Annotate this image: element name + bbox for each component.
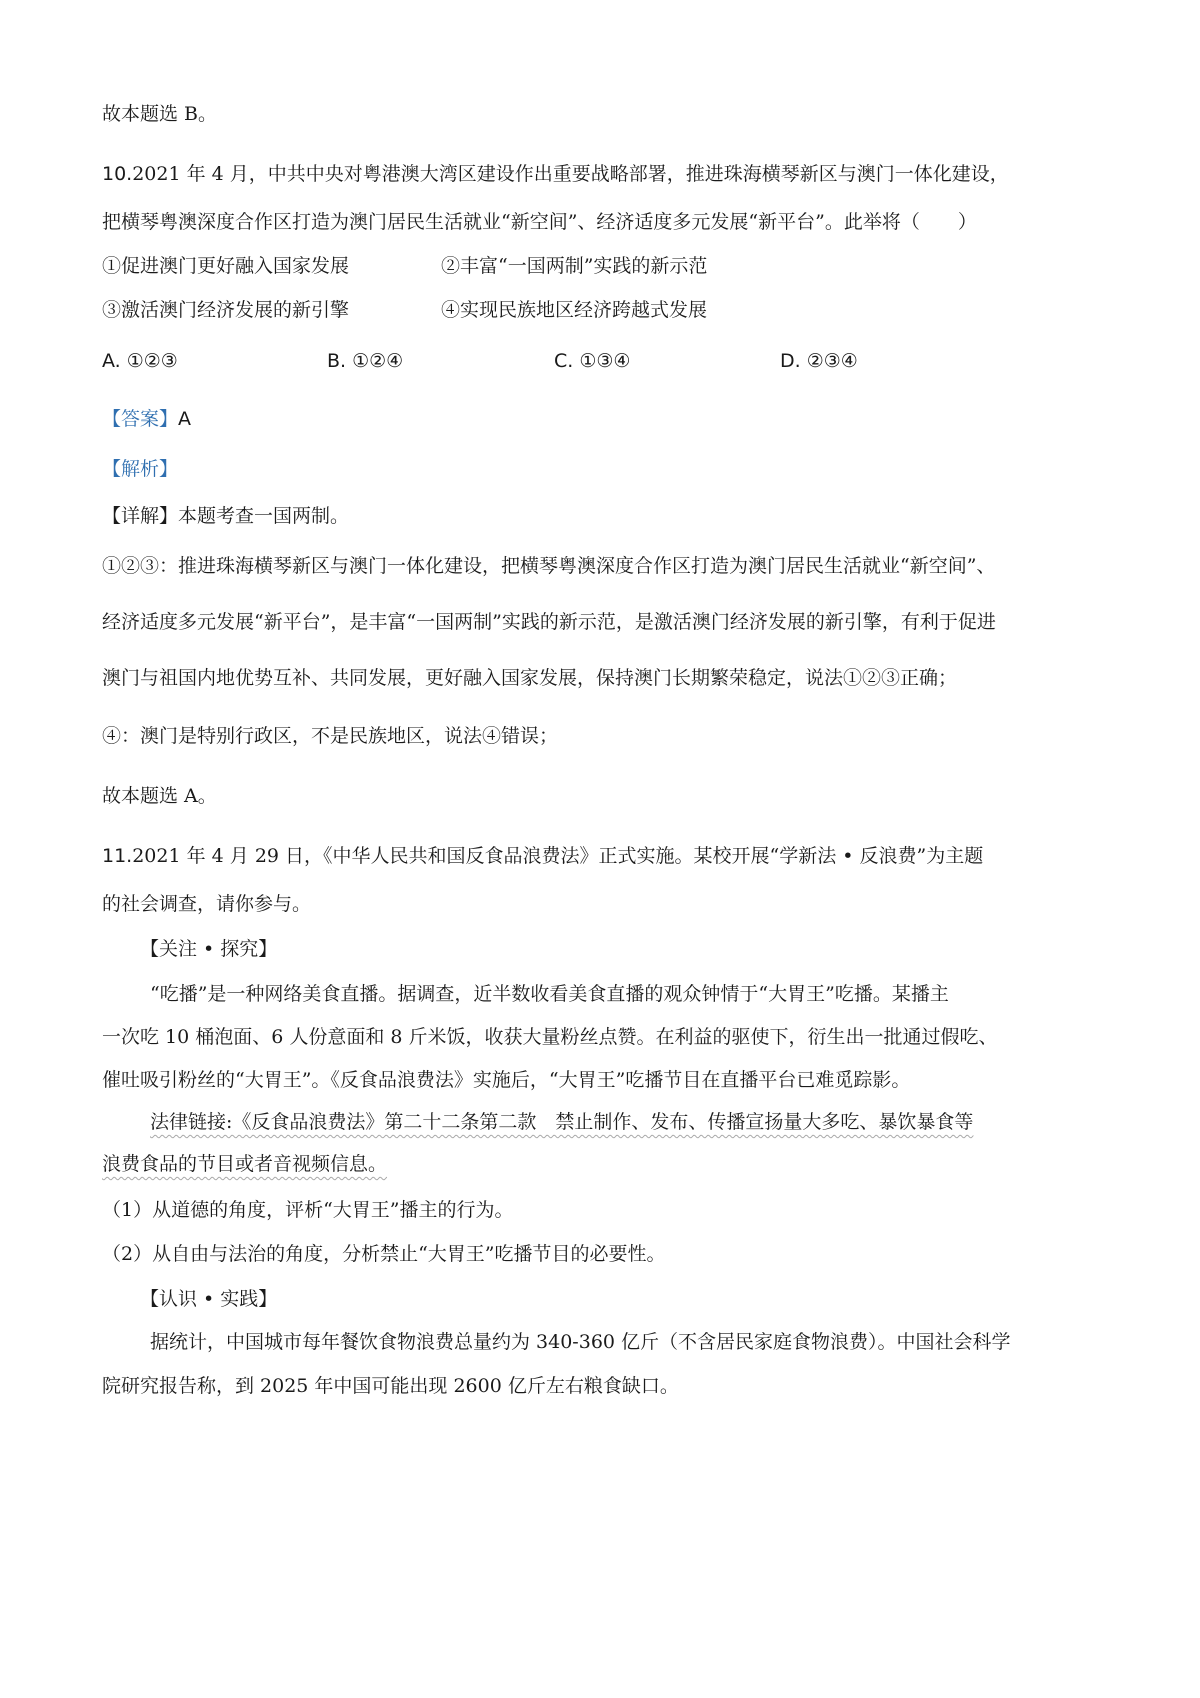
law-link-line2 bbox=[102, 1150, 1120, 1178]
prev-conclusion: 故本题选 B。 bbox=[102, 103, 218, 125]
explain-line2: 经济适度多元发展“新平台”，是丰富“一国两制”实践的新示范，是激活澳门经济发展的新引擎，有利于促进 bbox=[102, 611, 996, 633]
material1-line3: 催吐吸引粉丝的“大胃王”。《反食品浪费法》实施后，“大胃王”吃播节目在直播平台已难觅踪影。 bbox=[102, 1069, 911, 1091]
q10-conclusion: 故本题选 A。 bbox=[102, 785, 217, 807]
q10-item-2: ②丰富“一国两制”实践的新示范 bbox=[441, 255, 708, 277]
q10-item-3: ③激活澳门经济发展的新引擎 bbox=[102, 299, 350, 321]
law-link-text2: 浪费食品的节目或者音视频信息。 bbox=[102, 1153, 388, 1175]
q11-stem-text1: 2021 年 4 月 29 日，《中华人民共和国反食品浪费法》正式实施。某校开展“学新法 • 反浪费”为主题 bbox=[132, 845, 984, 867]
q10-item-1: ①促进澳门更好融入国家发展 bbox=[102, 255, 350, 277]
analysis-label: 【解析】 bbox=[102, 458, 179, 480]
q10-choice-d: D. ②③④ bbox=[780, 350, 858, 372]
material1-line2: 一次吃 10 桶泡面、6 人份意面和 8 斤米饭，收获大量粉丝点赞。在利益的驱使下，衍生出一批通过假吃、 bbox=[102, 1026, 998, 1048]
q10-item-4: ④实现民族地区经济跨越式发展 bbox=[441, 299, 708, 321]
sub-question-1: （1）从道德的角度，评析“大胃王”播主的行为。 bbox=[102, 1199, 514, 1221]
answer-value: A bbox=[178, 408, 192, 430]
material1-line1: “吃播”是一种网络美食直播。据调查，近半数收看美食直播的观众钟情于“大胃王”吃播。某播主 bbox=[150, 983, 949, 1005]
detail-line: 【详解】本题考查一国两制。 bbox=[102, 505, 350, 527]
q10-number: 10. bbox=[102, 163, 133, 185]
law-link-line1: 法律链接:《反食品浪费法》第二十二条第二款 禁止制作、发布、传播宣扬量大多吃、暴饮暴食等 bbox=[150, 1111, 974, 1133]
q10-stem-text1: 2021 年 4 月，中共中央对粤港澳大湾区建设作出重要战略部署，推进珠海横琴新区与澳门一体化建设， bbox=[132, 163, 1009, 185]
answer-label: 【答案】 bbox=[102, 408, 179, 430]
section1-title: 【关注 • 探究】 bbox=[140, 938, 278, 960]
explain-line4: ④：澳门是特别行政区，不是民族地区，说法④错误； bbox=[102, 725, 559, 747]
q10-answer bbox=[102, 405, 1120, 433]
q11-number: 11. bbox=[102, 845, 133, 867]
q10-choice-a: A. ①②③ bbox=[102, 350, 178, 372]
section2-title: 【认识 • 实践】 bbox=[140, 1288, 278, 1310]
q10-stem-line1 bbox=[102, 160, 1120, 188]
q10-choice-c: C. ①③④ bbox=[554, 350, 631, 372]
sub-question-2: （2）从自由与法治的角度，分析禁止“大胃王”吃播节目的必要性。 bbox=[102, 1243, 666, 1265]
explain-line3: 澳门与祖国内地优势互补、共同发展，更好融入国家发展，保持澳门长期繁荣稳定，说法①②③正确； bbox=[102, 667, 958, 689]
q10-stem-line2: 把横琴粤澳深度合作区打造为澳门居民生活就业“新空间”、经济适度多元发展“新平台”。此举将（ ） bbox=[102, 211, 977, 233]
q11-stem-line2: 的社会调查，请你参与。 bbox=[102, 893, 312, 915]
material2-line1: 据统计，中国城市每年餐饮食物浪费总量约为 340-360 亿斤（不含居民家庭食物浪费）。中国社会科学 bbox=[150, 1331, 1011, 1353]
q10-choice-b: B. ①②④ bbox=[327, 350, 404, 372]
explain-line1: ①②③：推进珠海横琴新区与澳门一体化建设，把横琴粤澳深度合作区打造为澳门居民生活就业“新空间”、 bbox=[102, 555, 996, 577]
material2-line2: 院研究报告称，到 2025 年中国可能出现 2600 亿斤左右粮食缺口。 bbox=[102, 1375, 679, 1397]
q11-stem-line1 bbox=[102, 842, 1120, 870]
